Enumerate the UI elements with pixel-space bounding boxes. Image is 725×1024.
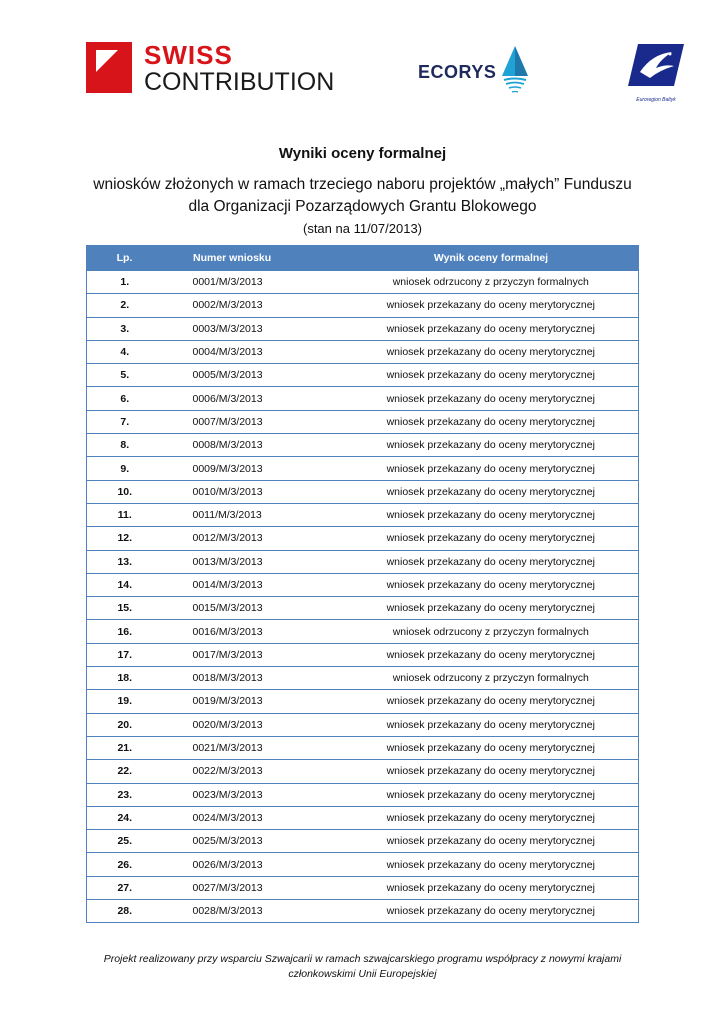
- row-application-number: 0027/M/3/2013: [163, 876, 344, 899]
- table-row: [87, 573, 639, 596]
- table-row: [87, 550, 639, 573]
- row-lp: 28.: [87, 900, 163, 923]
- row-application-number: 0015/M/3/2013: [163, 597, 344, 620]
- table-row: [87, 597, 639, 620]
- row-formal-result: wniosek przekazany do oceny merytorycznej: [344, 900, 639, 923]
- footer-line-2: członkowskimi Unii Europejskiej: [288, 968, 437, 980]
- row-lp: 24.: [87, 806, 163, 829]
- ecorys-triangle-icon: [500, 44, 530, 96]
- row-lp: 27.: [87, 876, 163, 899]
- row-lp: 19.: [87, 690, 163, 713]
- row-application-number: 0022/M/3/2013: [163, 760, 344, 783]
- row-lp: 6.: [87, 387, 163, 410]
- row-formal-result: wniosek przekazany do oceny merytorycznej: [344, 573, 639, 596]
- row-application-number: 0026/M/3/2013: [163, 853, 344, 876]
- euroregion-bird-icon: [626, 42, 686, 98]
- status-date: (stan na 11/07/2013): [302, 221, 422, 236]
- row-lp: 16.: [87, 620, 163, 643]
- table-row: [87, 643, 639, 666]
- table-row: [87, 620, 639, 643]
- row-lp: 25.: [87, 830, 163, 853]
- row-lp: 12.: [87, 527, 163, 550]
- row-formal-result: wniosek odrzucony z przyczyn formalnych: [344, 620, 639, 643]
- row-formal-result: wniosek przekazany do oceny merytorycznej: [344, 503, 639, 526]
- table-row: [87, 667, 639, 690]
- swiss-cross-mark-icon: [86, 42, 132, 93]
- row-formal-result: wniosek przekazany do oceny merytorycznej: [344, 527, 639, 550]
- row-application-number: 0017/M/3/2013: [163, 643, 344, 666]
- row-formal-result: wniosek odrzucony z przyczyn formalnych: [344, 271, 639, 294]
- row-application-number: 0023/M/3/2013: [163, 783, 344, 806]
- table-row: [87, 736, 639, 759]
- row-lp: 13.: [87, 550, 163, 573]
- row-formal-result: wniosek przekazany do oceny merytorycznej: [344, 690, 639, 713]
- row-application-number: 0010/M/3/2013: [163, 480, 344, 503]
- row-application-number: 0012/M/3/2013: [163, 527, 344, 550]
- header-lp: Lp.: [87, 246, 163, 271]
- table-row: [87, 410, 639, 433]
- row-lp: 10.: [87, 480, 163, 503]
- table-row: [87, 503, 639, 526]
- row-formal-result: wniosek przekazany do oceny merytorycznej: [344, 643, 639, 666]
- row-application-number: 0025/M/3/2013: [163, 830, 344, 853]
- row-formal-result: wniosek przekazany do oceny merytorycznej: [344, 736, 639, 759]
- subtitle-line-2: dla Organizacji Pozarządowych Grantu Blokowego: [188, 198, 537, 215]
- row-formal-result: wniosek przekazany do oceny merytorycznej: [344, 550, 639, 573]
- table-row: [87, 690, 639, 713]
- euroregion-baltyk-logo: [626, 42, 686, 103]
- row-application-number: 0020/M/3/2013: [163, 713, 344, 736]
- row-formal-result: wniosek przekazany do oceny merytorycznej: [344, 480, 639, 503]
- row-lp: 17.: [87, 643, 163, 666]
- row-application-number: 0008/M/3/2013: [163, 434, 344, 457]
- page-footer: [70, 952, 655, 982]
- row-formal-result: wniosek przekazany do oceny merytorycznej: [344, 364, 639, 387]
- table-row: [87, 853, 639, 876]
- row-formal-result: wniosek przekazany do oceny merytorycznej: [344, 876, 639, 899]
- row-application-number: 0016/M/3/2013: [163, 620, 344, 643]
- euroregion-logo-caption: Euroregion Baltyk: [636, 97, 676, 103]
- row-formal-result: wniosek przekazany do oceny merytorycznej: [344, 340, 639, 363]
- row-lp: 20.: [87, 713, 163, 736]
- row-application-number: 0021/M/3/2013: [163, 736, 344, 759]
- row-formal-result: wniosek przekazany do oceny merytorycznej: [344, 387, 639, 410]
- row-lp: 23.: [87, 783, 163, 806]
- table-row: [87, 317, 639, 340]
- row-lp: 21.: [87, 736, 163, 759]
- row-application-number: 0003/M/3/2013: [163, 317, 344, 340]
- swiss-logo-top-text: SWISS: [144, 40, 233, 70]
- row-application-number: 0006/M/3/2013: [163, 387, 344, 410]
- row-application-number: 0019/M/3/2013: [163, 690, 344, 713]
- row-application-number: 0009/M/3/2013: [163, 457, 344, 480]
- row-formal-result: wniosek przekazany do oceny merytorycznej: [344, 317, 639, 340]
- table-row: [87, 364, 639, 387]
- row-lp: 9.: [87, 457, 163, 480]
- table-row: [87, 457, 639, 480]
- row-formal-result: wniosek przekazany do oceny merytorycznej: [344, 597, 639, 620]
- swiss-contribution-logo: [86, 42, 334, 94]
- row-application-number: 0018/M/3/2013: [163, 667, 344, 690]
- table-row: [87, 387, 639, 410]
- page-subtitle: [60, 174, 665, 218]
- swiss-logo-bottom-text: CONTRIBUTION: [144, 68, 335, 96]
- row-application-number: 0002/M/3/2013: [163, 294, 344, 317]
- row-lp: 3.: [87, 317, 163, 340]
- ecorys-logo: [418, 44, 530, 96]
- header-application-number: Numer wniosku: [163, 246, 344, 271]
- row-application-number: 0028/M/3/2013: [163, 900, 344, 923]
- row-lp: 22.: [87, 760, 163, 783]
- row-formal-result: wniosek przekazany do oceny merytorycznej: [344, 457, 639, 480]
- row-formal-result: wniosek przekazany do oceny merytorycznej: [344, 713, 639, 736]
- row-application-number: 0011/M/3/2013: [163, 503, 344, 526]
- table-row: [87, 480, 639, 503]
- table-row: [87, 783, 639, 806]
- row-application-number: 0005/M/3/2013: [163, 364, 344, 387]
- row-formal-result: wniosek przekazany do oceny merytorycznej: [344, 783, 639, 806]
- row-lp: 18.: [87, 667, 163, 690]
- row-lp: 8.: [87, 434, 163, 457]
- row-application-number: 0014/M/3/2013: [163, 573, 344, 596]
- header-formal-result: Wynik oceny formalnej: [344, 246, 639, 271]
- ecorys-logo-text: ECORYS: [418, 61, 497, 82]
- row-lp: 15.: [87, 597, 163, 620]
- table-header-row: [87, 246, 639, 271]
- table-row: [87, 340, 639, 363]
- subtitle-line-1: wniosków złożonych w ramach trzeciego naboru projektów „małych” Funduszu: [93, 176, 632, 193]
- table-row: [87, 806, 639, 829]
- table-row: [87, 830, 639, 853]
- row-lp: 7.: [87, 410, 163, 433]
- row-lp: 2.: [87, 294, 163, 317]
- table-row: [87, 713, 639, 736]
- row-formal-result: wniosek przekazany do oceny merytorycznej: [344, 806, 639, 829]
- row-application-number: 0013/M/3/2013: [163, 550, 344, 573]
- logo-bar: [0, 38, 725, 103]
- row-application-number: 0024/M/3/2013: [163, 806, 344, 829]
- table-row: [87, 527, 639, 550]
- row-lp: 4.: [87, 340, 163, 363]
- row-lp: 1.: [87, 271, 163, 294]
- row-application-number: 0001/M/3/2013: [163, 271, 344, 294]
- row-formal-result: wniosek przekazany do oceny merytorycznej: [344, 760, 639, 783]
- table-row: [87, 900, 639, 923]
- table-row: [87, 760, 639, 783]
- row-formal-result: wniosek przekazany do oceny merytorycznej: [344, 410, 639, 433]
- page-title: Wyniki oceny formalnej: [278, 145, 447, 162]
- row-lp: 14.: [87, 573, 163, 596]
- row-application-number: 0007/M/3/2013: [163, 410, 344, 433]
- row-application-number: 0004/M/3/2013: [163, 340, 344, 363]
- row-lp: 11.: [87, 503, 163, 526]
- row-lp: 26.: [87, 853, 163, 876]
- row-formal-result: wniosek przekazany do oceny merytorycznej: [344, 434, 639, 457]
- results-table: [86, 245, 639, 923]
- row-formal-result: wniosek przekazany do oceny merytorycznej: [344, 294, 639, 317]
- row-lp: 5.: [87, 364, 163, 387]
- footer-line-1: Projekt realizowany przy wsparciu Szwajcarii w ramach szwajcarskiego programu współpracy z nowymi krajami: [103, 953, 622, 965]
- row-formal-result: wniosek przekazany do oceny merytorycznej: [344, 853, 639, 876]
- table-row: [87, 876, 639, 899]
- table-row: [87, 294, 639, 317]
- row-formal-result: wniosek przekazany do oceny merytorycznej: [344, 830, 639, 853]
- row-formal-result: wniosek odrzucony z przyczyn formalnych: [344, 667, 639, 690]
- table-row: [87, 434, 639, 457]
- table-row: [87, 271, 639, 294]
